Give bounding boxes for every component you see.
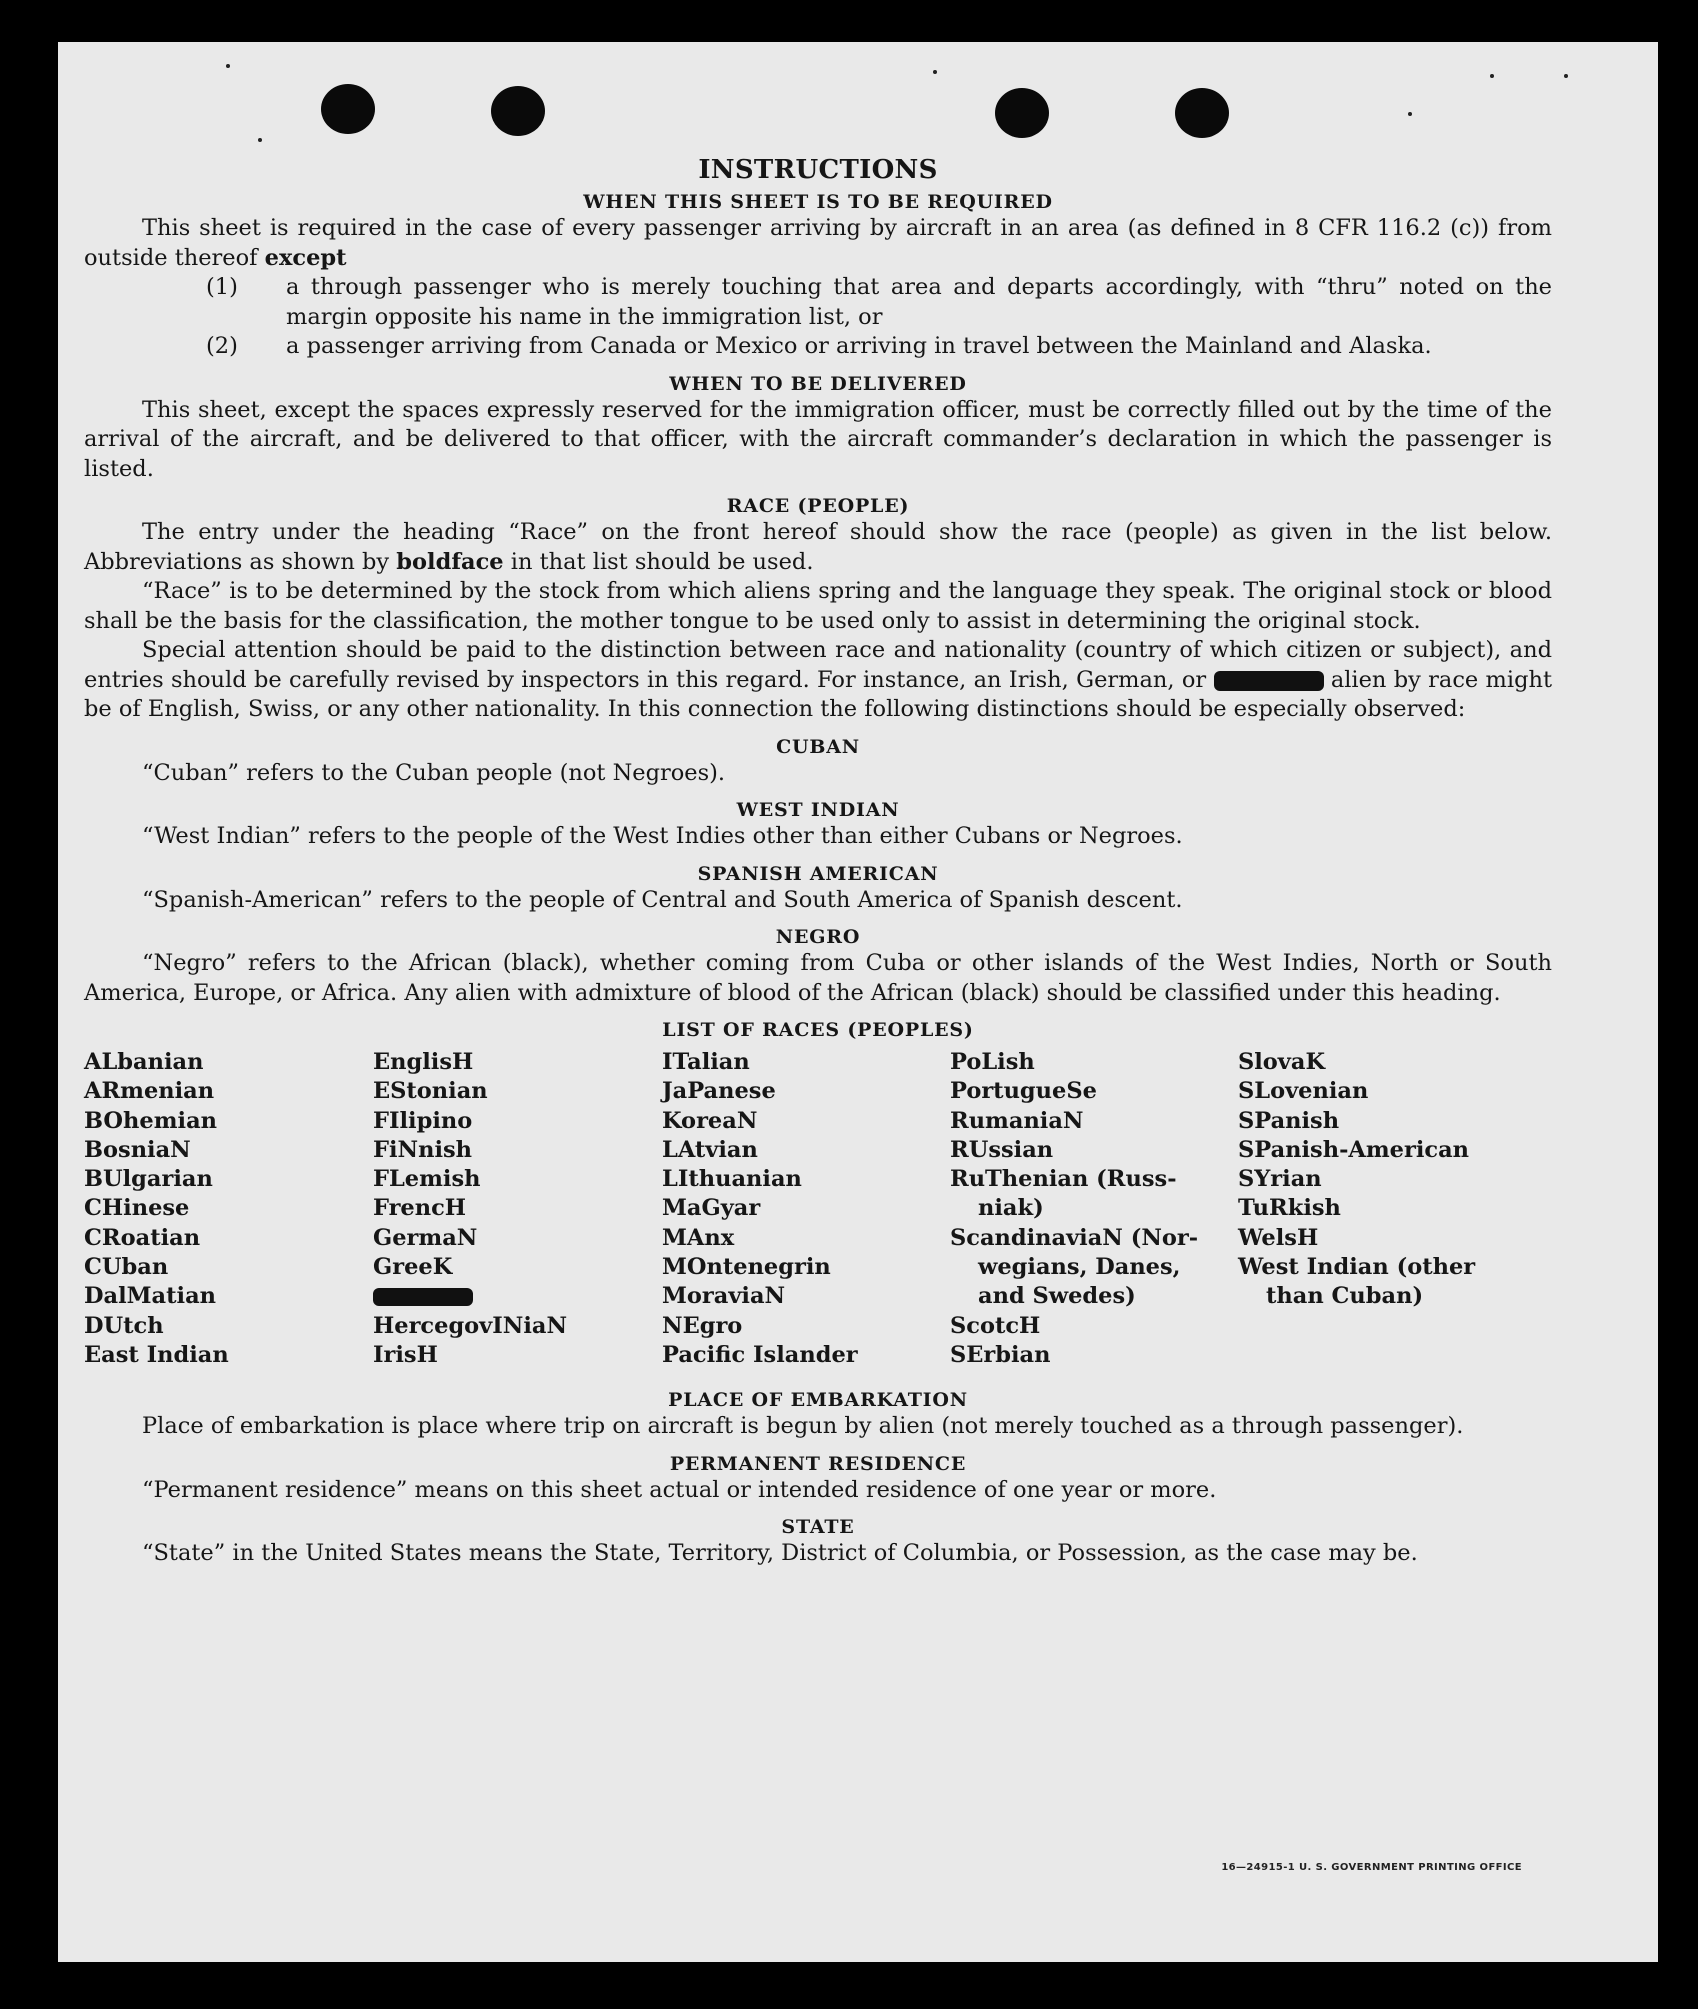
race-paragraph-2: “Race” is to be determined by the stock from which aliens spring and the language they speak. The original stock or blood shall be the basis for the classification, the mother tongue to be used only to assist in determining the original stock. (84, 578, 1552, 634)
page-title: INSTRUCTIONS (698, 155, 938, 185)
race-list-item: CUban (84, 1254, 169, 1281)
race-list-item: CRoatian (84, 1224, 201, 1251)
race-list-item: FLemish (373, 1166, 481, 1193)
section-heading-negro: NEGRO (775, 926, 861, 948)
race-list-item: GermaN (373, 1224, 478, 1251)
race-column-4 (950, 1048, 1198, 1370)
section-heading-race: RACE (PEOPLE) (726, 495, 910, 517)
race-list-item: NEgro (662, 1312, 743, 1339)
race-list-item: ALbanian (84, 1049, 204, 1075)
section-heading-residence: PERMANENT RESIDENCE (669, 1452, 967, 1475)
section-heading-embarkation: PLACE OF EMBARKATION (668, 1389, 968, 1411)
race-column-3 (662, 1048, 858, 1370)
section-heading-state: STATE (781, 1516, 855, 1538)
race-column-2 (373, 1048, 567, 1370)
punch-hole (491, 86, 545, 136)
race-paragraph-3: Special attention should be paid to the distinction between race and nationality (country of which citizen or subject), and entries should be carefully revised by inspectors in this regard. For instance, an Irish, German, or alien by race might be of English, Swiss, or any other nationality. In this connection the following distinctions should be especially observed: (84, 637, 1553, 722)
west-indian-text: “West Indian” refers to the people of the West Indies other than either Cubans or Negroes. (142, 823, 1183, 849)
race-list-item: SYrian (1238, 1166, 1322, 1193)
race-list-item: KoreaN (662, 1107, 758, 1134)
race-list-item: FiNnish (373, 1136, 473, 1163)
race-list-item: TuRkish (1238, 1195, 1341, 1222)
punch-hole (1175, 88, 1229, 138)
race-list-item: ITalian (662, 1049, 750, 1075)
race-list-item: than Cuban) (1266, 1283, 1424, 1310)
speck (1490, 74, 1494, 78)
race-list-item: SPanish-American (1238, 1136, 1470, 1163)
race-list-item: wegians, Danes, (978, 1254, 1181, 1281)
race-list-item: DalMatian (84, 1283, 217, 1310)
exception-item-1: (1) a through passenger who is merely touching that area and departs accordingly, with “thru” noted on the margin opposite his name in the immigration list, or (206, 274, 1552, 330)
race-list-item: SLovenian (1238, 1078, 1369, 1105)
race-list-item: West Indian (other (1238, 1254, 1476, 1281)
race-list-item: ScandinaviaN (Nor- (950, 1224, 1199, 1251)
race-list-item: DUtch (84, 1312, 164, 1339)
race-column-1 (84, 1048, 229, 1370)
race-list-item: ARmenian (84, 1078, 215, 1105)
embarkation-text: Place of embarkation is place where trip on aircraft is begun by alien (not merely touched as a through passenger). (142, 1413, 1464, 1439)
race-list-item: SPanish (1238, 1107, 1340, 1134)
race-list-item: RumaniaN (950, 1107, 1084, 1134)
race-list-item: WelsH (1238, 1224, 1319, 1251)
race-list-item: SErbian (950, 1341, 1051, 1368)
race-list-item: CHinese (84, 1195, 190, 1222)
redaction-mark (1214, 671, 1324, 691)
race-list-item: GreeK (373, 1254, 453, 1281)
delivered-text: This sheet, except the spaces expressly reserved for the immigration officer, must be correctly filled out by the time of the arrival of the aircraft, and be delivered to that officer, with the aircraft commander’s declaration in which the passenger is listed. (84, 396, 1552, 482)
required-intro: This sheet is required in the case of every passenger arriving by aircraft in an area (as defined in 8 CFR 116.2 (c)) from outside thereof except (84, 215, 1552, 271)
speck (933, 70, 937, 74)
printer-footer: 16—24915-1 U. S. GOVERNMENT PRINTING OFFICE (1221, 1862, 1522, 1873)
section-heading-required: WHEN THIS SHEET IS TO BE REQUIRED (583, 191, 1053, 213)
section-heading-list-of-races: LIST OF RACES (PEOPLES) (662, 1019, 974, 1041)
race-list-item: niak) (978, 1195, 1044, 1222)
race-paragraph-1: The entry under the heading “Race” on the front hereof should show the race (people) as given in the list below. Abbreviations as shown by boldface in that list should be used. (84, 519, 1552, 575)
spanish-american-text: “Spanish-American” refers to the people of Central and South America of Spanish descent. (142, 886, 1183, 913)
negro-text: “Negro” refers to the African (black), whether coming from Cuba or other islands of the West Indies, North or South America, Europe, or Africa. Any alien with admixture of blood of the African (black) should be classified under this heading. (84, 950, 1552, 1006)
speck (226, 64, 230, 68)
race-list-item: ScotcH (950, 1312, 1041, 1339)
redaction-mark (373, 1288, 473, 1306)
residence-text: “Permanent residence” means on this sheet actual or intended residence of one year or more. (142, 1476, 1217, 1503)
race-list-item: BUlgarian (84, 1166, 213, 1193)
race-list-item: BOhemian (84, 1107, 218, 1134)
speck (1408, 112, 1412, 116)
race-list-item: and Swedes) (978, 1283, 1136, 1310)
race-list-item: MAnx (662, 1224, 735, 1251)
race-list (84, 1048, 1552, 1378)
document-page (58, 42, 1658, 1962)
race-list-item: FIlipino (373, 1107, 473, 1134)
race-list-item: PoLish (950, 1049, 1035, 1075)
race-list-item: IrisH (373, 1341, 438, 1368)
section-heading-cuban: CUBAN (776, 735, 860, 758)
state-text: “State” in the United States means the State, Territory, District of Columbia, or Possession, as the case may be. (142, 1540, 1418, 1566)
race-list-item: MoraviaN (662, 1283, 786, 1310)
race-list-item: LIthuanian (662, 1166, 802, 1193)
race-list-item: Pacific Islander (662, 1341, 858, 1368)
race-list-item: SlovaK (1238, 1049, 1326, 1075)
race-list-item: RUssian (950, 1136, 1054, 1163)
race-list-item: BosniaN (84, 1136, 191, 1163)
race-column-5 (1238, 1048, 1475, 1312)
punch-hole (321, 84, 375, 134)
race-list-item: EStonian (373, 1078, 488, 1105)
race-list-item: PortugueSe (950, 1078, 1097, 1105)
race-list-item: HercegovINiaN (373, 1312, 568, 1339)
speck (1564, 74, 1568, 78)
race-list-item (373, 1282, 567, 1311)
exception-item-2: (2) a passenger arriving from Canada or Mexico or arriving in travel between the Mainland and Alaska. (206, 333, 1432, 359)
race-list-item: MOntenegrin (662, 1254, 831, 1281)
instructions-body (84, 154, 1552, 1569)
race-list-item: EnglisH (373, 1049, 474, 1075)
race-list-item: LAtvian (662, 1136, 758, 1163)
section-heading-delivered: WHEN TO BE DELIVERED (669, 372, 967, 395)
race-list-item: FrencH (373, 1195, 467, 1222)
race-list-item: RuThenian (Russ- (950, 1166, 1177, 1193)
race-list-item: MaGyar (662, 1195, 761, 1222)
section-heading-spanish-american: SPANISH AMERICAN (697, 862, 939, 885)
speck (258, 138, 262, 142)
cuban-text: “Cuban” refers to the Cuban people (not Negroes). (142, 759, 726, 786)
race-list-item: East Indian (84, 1341, 229, 1368)
section-heading-west-indian: WEST INDIAN (736, 799, 900, 821)
race-list-item: JaPanese (662, 1078, 776, 1105)
punch-hole (995, 88, 1049, 138)
